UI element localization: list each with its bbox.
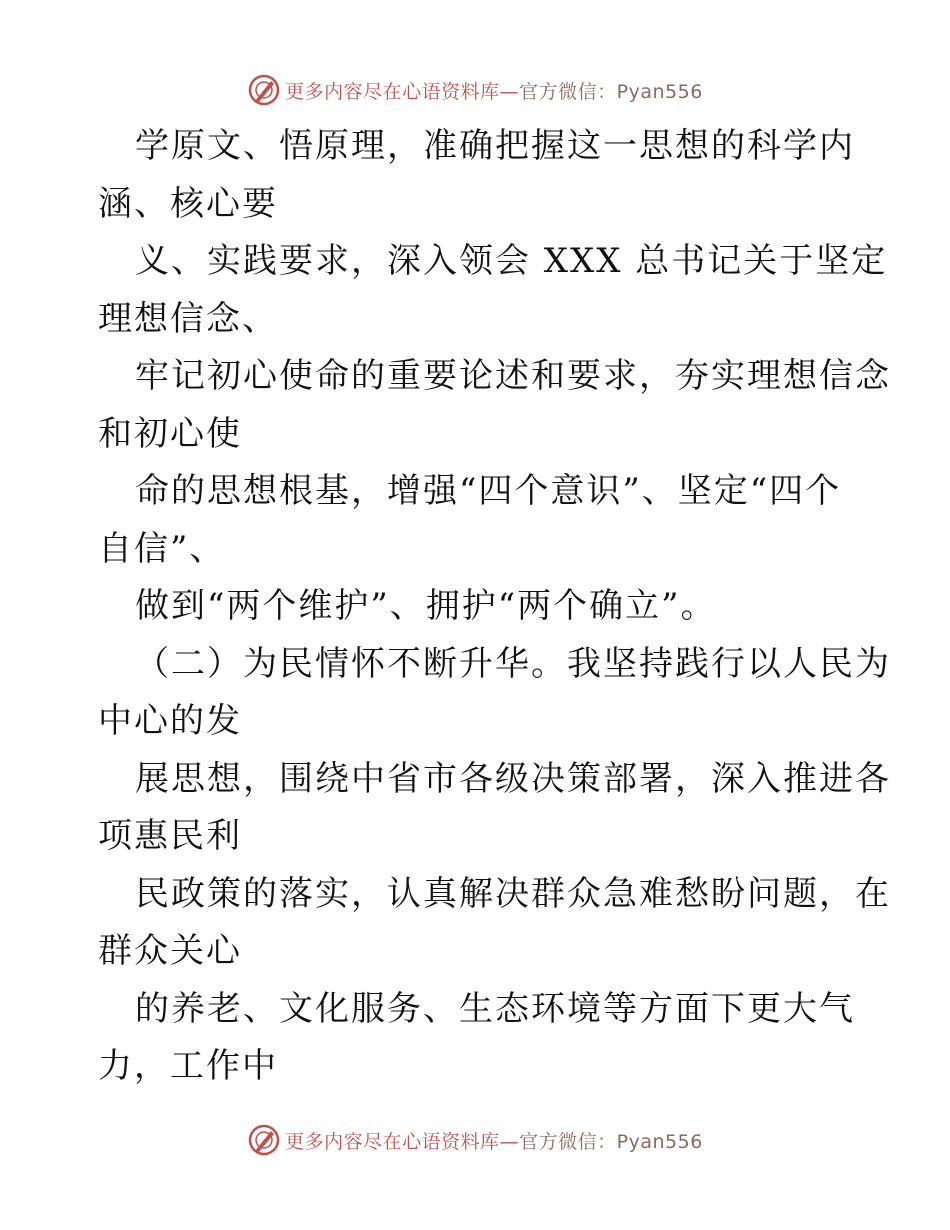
text-line: 学原文、悟原理，准确把握这一思想的科学内 bbox=[135, 126, 855, 166]
pen-logo-icon bbox=[247, 73, 281, 107]
text-line: 民政策的落实，认真解决群众急难愁盼问题，在 bbox=[135, 873, 891, 914]
footer-banner-text: 更多内容尽在心语资料库—官方微信：Pyan556 bbox=[285, 1130, 703, 1153]
text-line: （二）为民情怀不断升华。我坚持践行以人民为 bbox=[135, 643, 891, 684]
footer-banner bbox=[0, 1120, 950, 1160]
text-line: 群众关心 bbox=[98, 931, 242, 971]
text-line: 项惠民利 bbox=[98, 816, 242, 856]
text-line: 做到“两个维护”、拥护“两个确立”。 bbox=[135, 586, 717, 626]
text-line: 的养老、文化服务、生态环境等方面下更大气 bbox=[135, 988, 855, 1029]
text-line: 中心的发 bbox=[98, 701, 242, 741]
text-line: 力，工作中 bbox=[98, 1046, 278, 1086]
text-line: 理想信念、 bbox=[98, 298, 278, 339]
text-line: 展思想，围绕中省市各级决策部署，深入推进各 bbox=[135, 758, 891, 799]
text-line: 自信”、 bbox=[98, 528, 226, 569]
text-line: 涵、核心要 bbox=[98, 183, 278, 224]
text-line: 和初心使 bbox=[98, 413, 242, 454]
header-banner-text: 更多内容尽在心语资料库—官方微信：Pyan556 bbox=[285, 80, 703, 103]
text-line: 牢记初心使命的重要论述和要求，夯实理想信念 bbox=[135, 356, 891, 396]
pen-logo-icon bbox=[247, 1123, 281, 1157]
text-line: 义、实践要求，深入领会 XXX 总书记关于坚定 bbox=[135, 241, 888, 281]
document-body bbox=[98, 118, 891, 1096]
text-line: 命的思想根基，增强“四个意识”、坚定“四个 bbox=[135, 471, 842, 511]
header-banner bbox=[0, 70, 950, 110]
